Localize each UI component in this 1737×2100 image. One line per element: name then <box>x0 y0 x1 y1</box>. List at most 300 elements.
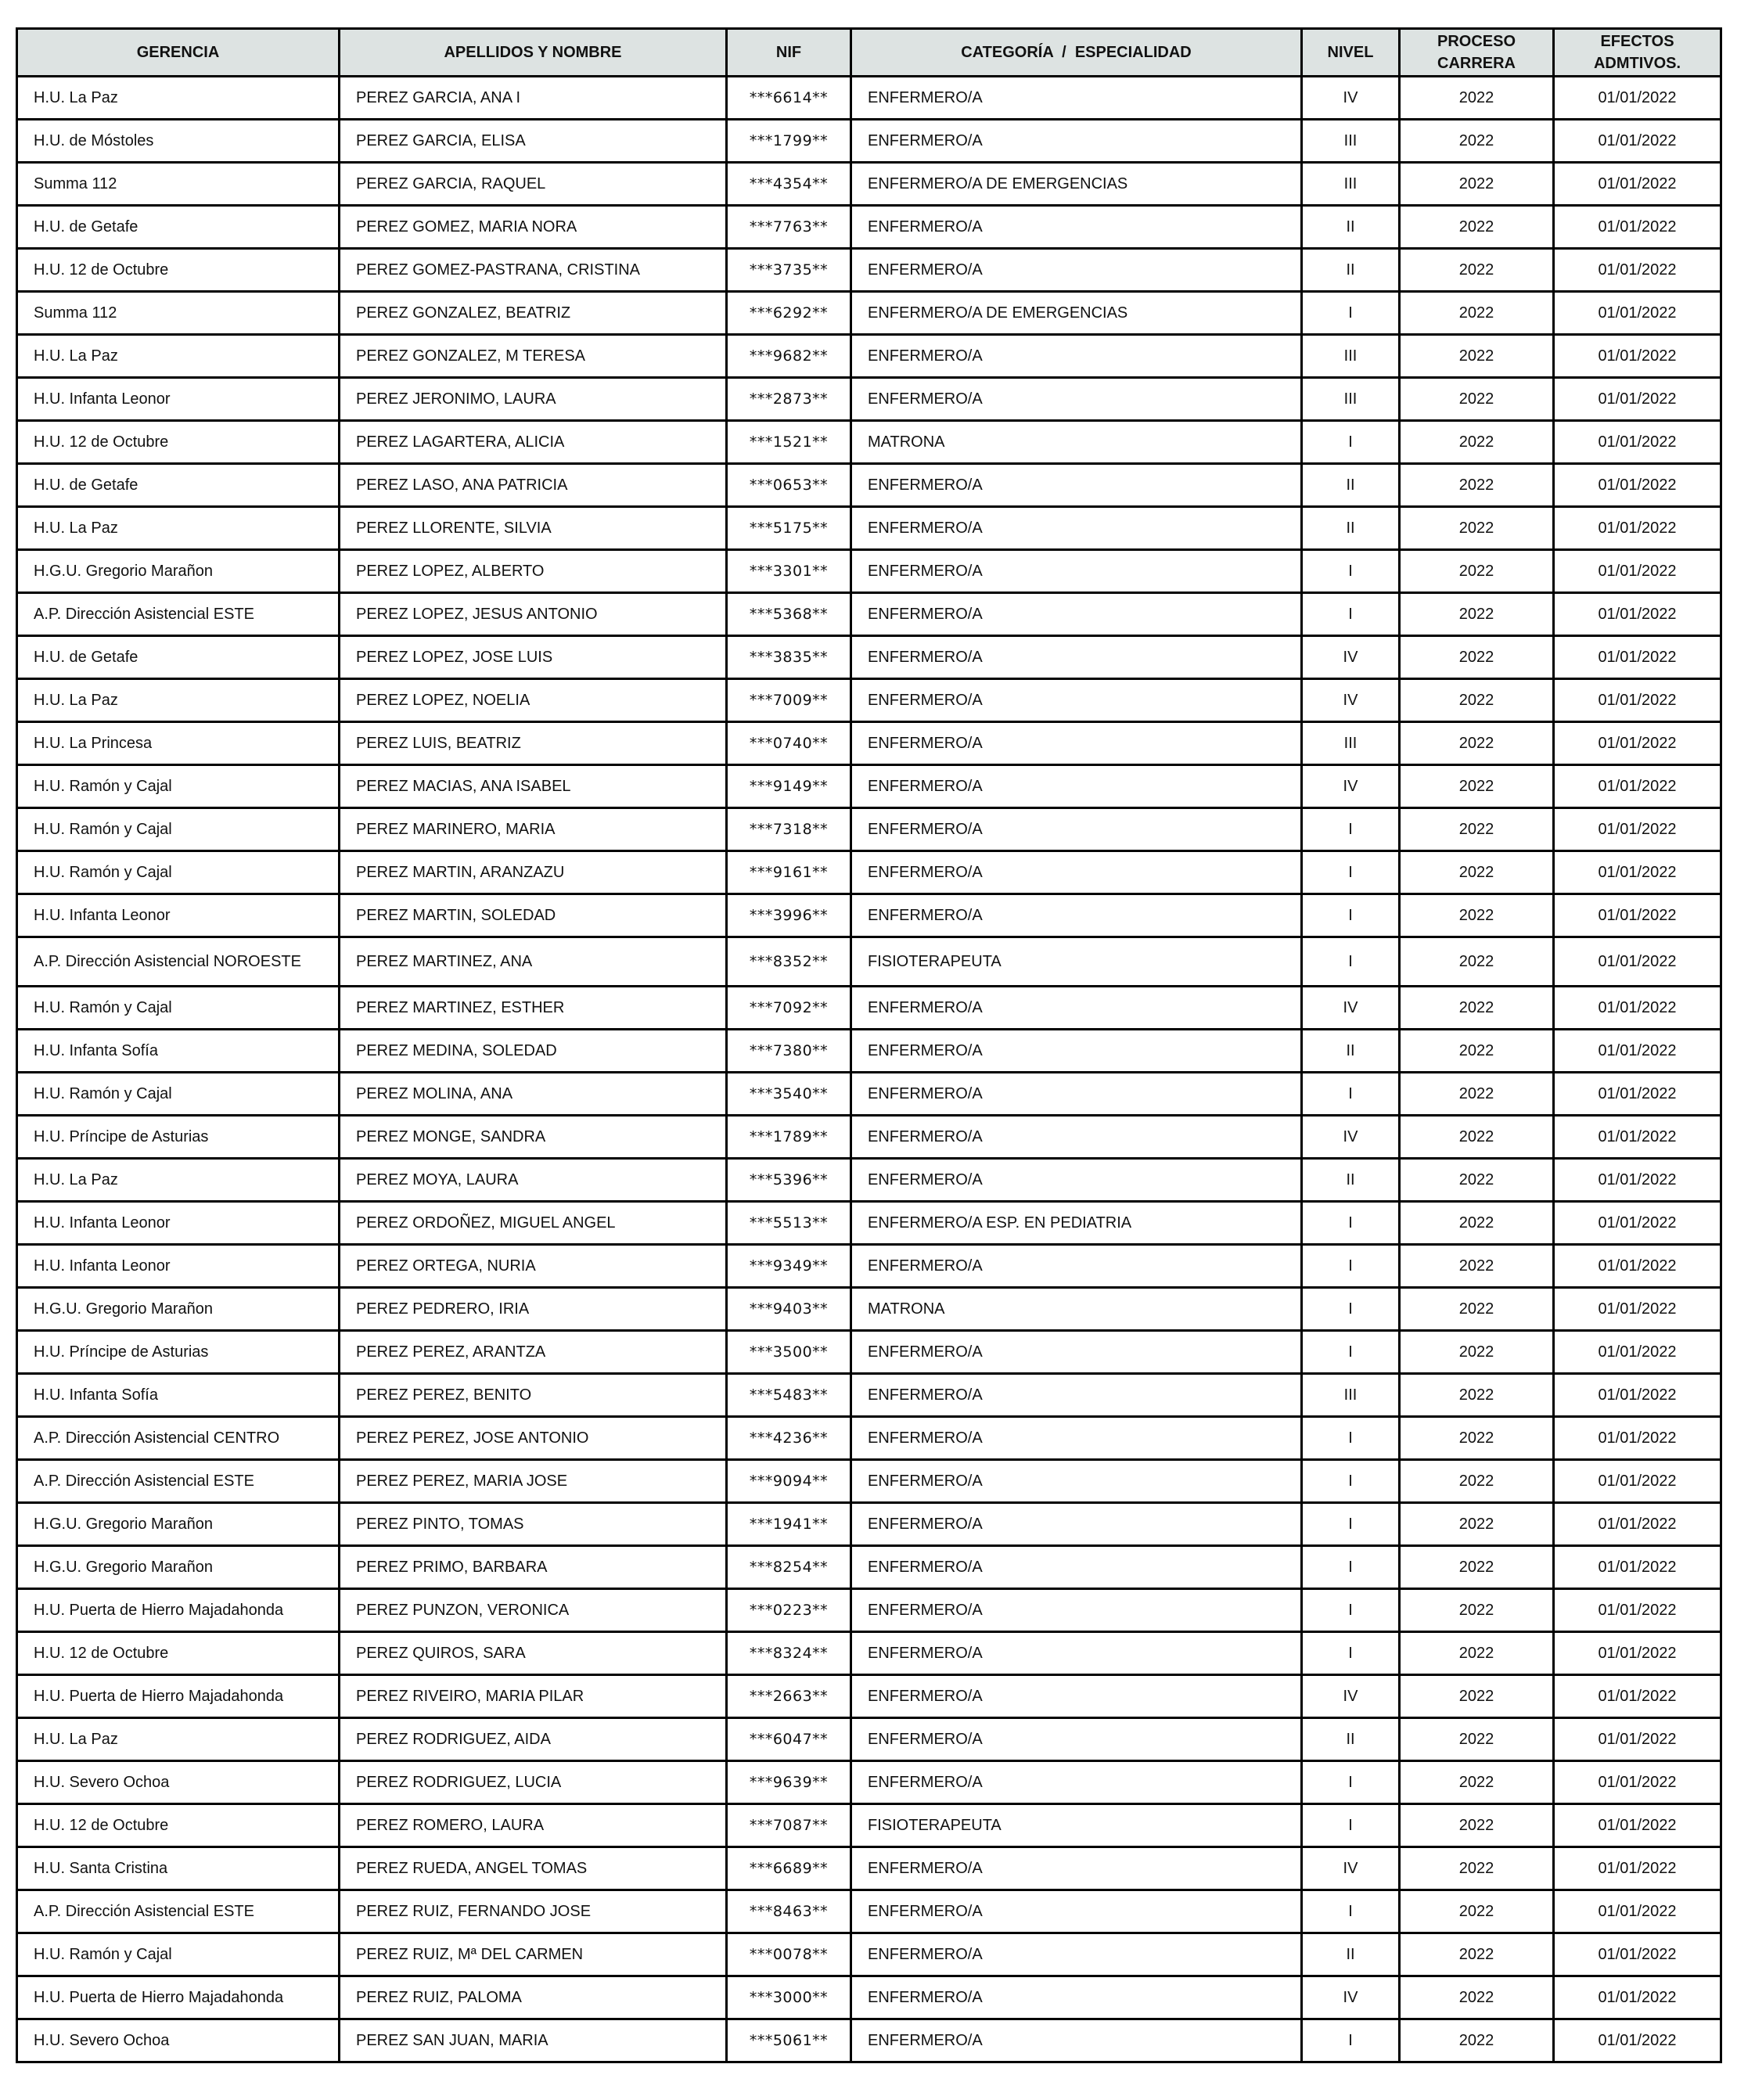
cell-nivel: II <box>1302 1030 1400 1073</box>
cell-gerencia: H.U. Severo Ochoa <box>17 1761 340 1804</box>
cell-nivel: I <box>1302 2019 1400 2062</box>
cell-nivel: I <box>1302 894 1400 937</box>
cell-nif: ***6047** <box>727 1718 851 1761</box>
cell-efectos: 01/01/2022 <box>1554 1933 1721 1976</box>
table-row <box>17 1331 1721 1374</box>
cell-nif: ***5483** <box>727 1374 851 1417</box>
cell-nivel: I <box>1302 1632 1400 1675</box>
cell-nif: ***9639** <box>727 1761 851 1804</box>
cell-nombre: PEREZ LOPEZ, JESUS ANTONIO <box>340 593 727 636</box>
cell-categoria: ENFERMERO/A <box>851 1847 1302 1890</box>
table-row <box>17 206 1721 249</box>
cell-efectos: 01/01/2022 <box>1554 722 1721 765</box>
cell-nivel: IV <box>1302 987 1400 1030</box>
cell-gerencia: H.U. de Getafe <box>17 206 340 249</box>
header-efectos-admtivos: EFECTOS ADMTIVOS. <box>1554 29 1721 77</box>
header-proceso-carrera: PROCESO CARRERA <box>1400 29 1554 77</box>
table-row <box>17 765 1721 808</box>
cell-efectos: 01/01/2022 <box>1554 937 1721 987</box>
cell-efectos: 01/01/2022 <box>1554 1675 1721 1718</box>
cell-gerencia: H.U. Infanta Leonor <box>17 378 340 421</box>
cell-proceso: 2022 <box>1400 1503 1554 1546</box>
cell-nif: ***3540** <box>727 1073 851 1116</box>
cell-proceso: 2022 <box>1400 1933 1554 1976</box>
cell-nivel: I <box>1302 1202 1400 1245</box>
cell-nif: ***3500** <box>727 1331 851 1374</box>
cell-gerencia: H.U. Puerta de Hierro Majadahonda <box>17 1589 340 1632</box>
cell-categoria: ENFERMERO/A <box>851 1116 1302 1159</box>
cell-nombre: PEREZ RODRIGUEZ, AIDA <box>340 1718 727 1761</box>
cell-categoria: ENFERMERO/A <box>851 1589 1302 1632</box>
cell-nif: ***5396** <box>727 1159 851 1202</box>
cell-efectos: 01/01/2022 <box>1554 1159 1721 1202</box>
cell-proceso: 2022 <box>1400 378 1554 421</box>
cell-categoria: ENFERMERO/A <box>851 1761 1302 1804</box>
table-row <box>17 1589 1721 1632</box>
cell-categoria: ENFERMERO/A DE EMERGENCIAS <box>851 163 1302 206</box>
table-row <box>17 1159 1721 1202</box>
header-categoria: CATEGORÍA / ESPECIALIDAD <box>851 29 1302 77</box>
cell-nif: ***6689** <box>727 1847 851 1890</box>
cell-nivel: I <box>1302 1245 1400 1288</box>
cell-categoria: ENFERMERO/A <box>851 1546 1302 1589</box>
cell-nif: ***3301** <box>727 550 851 593</box>
cell-nif: ***5513** <box>727 1202 851 1245</box>
cell-categoria: ENFERMERO/A <box>851 851 1302 894</box>
cell-nombre: PEREZ MARTINEZ, ANA <box>340 937 727 987</box>
cell-nombre: PEREZ RODRIGUEZ, LUCIA <box>340 1761 727 1804</box>
cell-nif: ***5175** <box>727 507 851 550</box>
table-row <box>17 292 1721 335</box>
cell-gerencia: H.U. La Paz <box>17 679 340 722</box>
cell-nif: ***7009** <box>727 679 851 722</box>
table-row <box>17 507 1721 550</box>
cell-nombre: PEREZ MOLINA, ANA <box>340 1073 727 1116</box>
cell-nif: ***0078** <box>727 1933 851 1976</box>
header-row <box>17 29 1721 77</box>
cell-nombre: PEREZ RUIZ, Mª DEL CARMEN <box>340 1933 727 1976</box>
cell-nif: ***4236** <box>727 1417 851 1460</box>
cell-proceso: 2022 <box>1400 1804 1554 1847</box>
cell-efectos: 01/01/2022 <box>1554 1804 1721 1847</box>
cell-efectos: 01/01/2022 <box>1554 292 1721 335</box>
cell-nombre: PEREZ MEDINA, SOLEDAD <box>340 1030 727 1073</box>
cell-categoria: ENFERMERO/A <box>851 1030 1302 1073</box>
cell-efectos: 01/01/2022 <box>1554 464 1721 507</box>
cell-gerencia: H.U. La Paz <box>17 1718 340 1761</box>
cell-proceso: 2022 <box>1400 1675 1554 1718</box>
table-row <box>17 249 1721 292</box>
cell-gerencia: H.U. Ramón y Cajal <box>17 1073 340 1116</box>
cell-nif: ***7087** <box>727 1804 851 1847</box>
cell-categoria: ENFERMERO/A <box>851 1718 1302 1761</box>
cell-efectos: 01/01/2022 <box>1554 1546 1721 1589</box>
cell-nombre: PEREZ PEREZ, JOSE ANTONIO <box>340 1417 727 1460</box>
table-row <box>17 550 1721 593</box>
cell-proceso: 2022 <box>1400 335 1554 378</box>
cell-nif: ***9149** <box>727 765 851 808</box>
cell-gerencia: H.U. de Getafe <box>17 464 340 507</box>
table-row <box>17 378 1721 421</box>
cell-nombre: PEREZ GONZALEZ, M TERESA <box>340 335 727 378</box>
cell-proceso: 2022 <box>1400 894 1554 937</box>
table-row <box>17 1976 1721 2019</box>
cell-nif: ***9682** <box>727 335 851 378</box>
cell-nif: ***8254** <box>727 1546 851 1589</box>
table-row <box>17 77 1721 120</box>
cell-nombre: PEREZ MONGE, SANDRA <box>340 1116 727 1159</box>
cell-gerencia: H.G.U. Gregorio Marañon <box>17 1546 340 1589</box>
cell-nivel: III <box>1302 378 1400 421</box>
cell-nivel: IV <box>1302 636 1400 679</box>
cell-nombre: PEREZ SAN JUAN, MARIA <box>340 2019 727 2062</box>
cell-gerencia: H.U. Infanta Sofía <box>17 1374 340 1417</box>
cell-nombre: PEREZ MOYA, LAURA <box>340 1159 727 1202</box>
cell-nif: ***3735** <box>727 249 851 292</box>
cell-nivel: I <box>1302 1890 1400 1933</box>
table-row <box>17 1417 1721 1460</box>
table-row <box>17 421 1721 464</box>
cell-categoria: ENFERMERO/A <box>851 206 1302 249</box>
cell-nif: ***2663** <box>727 1675 851 1718</box>
cell-gerencia: H.U. La Paz <box>17 335 340 378</box>
cell-categoria: FISIOTERAPEUTA <box>851 1804 1302 1847</box>
table-row <box>17 1202 1721 1245</box>
cell-proceso: 2022 <box>1400 593 1554 636</box>
table-row <box>17 1288 1721 1331</box>
table-row <box>17 1933 1721 1976</box>
cell-efectos: 01/01/2022 <box>1554 1417 1721 1460</box>
cell-categoria: ENFERMERO/A ESP. EN PEDIATRIA <box>851 1202 1302 1245</box>
carrera-profesional-table <box>16 27 1722 2063</box>
cell-gerencia: Summa 112 <box>17 163 340 206</box>
cell-categoria: ENFERMERO/A <box>851 1417 1302 1460</box>
cell-gerencia: H.U. Príncipe de Asturias <box>17 1116 340 1159</box>
cell-gerencia: H.U. Infanta Sofía <box>17 1030 340 1073</box>
cell-nombre: PEREZ PEREZ, BENITO <box>340 1374 727 1417</box>
cell-gerencia: A.P. Dirección Asistencial CENTRO <box>17 1417 340 1460</box>
cell-proceso: 2022 <box>1400 249 1554 292</box>
cell-efectos: 01/01/2022 <box>1554 1761 1721 1804</box>
cell-categoria: ENFERMERO/A <box>851 1933 1302 1976</box>
cell-efectos: 01/01/2022 <box>1554 851 1721 894</box>
cell-efectos: 01/01/2022 <box>1554 1374 1721 1417</box>
cell-nombre: PEREZ PEREZ, ARANTZA <box>340 1331 727 1374</box>
cell-gerencia: H.G.U. Gregorio Marañon <box>17 550 340 593</box>
cell-proceso: 2022 <box>1400 1073 1554 1116</box>
cell-proceso: 2022 <box>1400 722 1554 765</box>
cell-nif: ***0223** <box>727 1589 851 1632</box>
table-row <box>17 335 1721 378</box>
cell-nivel: I <box>1302 1589 1400 1632</box>
cell-categoria: ENFERMERO/A DE EMERGENCIAS <box>851 292 1302 335</box>
cell-nivel: I <box>1302 1546 1400 1589</box>
cell-efectos: 01/01/2022 <box>1554 120 1721 163</box>
cell-nif: ***9403** <box>727 1288 851 1331</box>
cell-efectos: 01/01/2022 <box>1554 1976 1721 2019</box>
cell-nif: ***9161** <box>727 851 851 894</box>
cell-categoria: ENFERMERO/A <box>851 894 1302 937</box>
cell-nombre: PEREZ RIVEIRO, MARIA PILAR <box>340 1675 727 1718</box>
cell-efectos: 01/01/2022 <box>1554 679 1721 722</box>
header-nif: NIF <box>727 29 851 77</box>
cell-efectos: 01/01/2022 <box>1554 507 1721 550</box>
cell-proceso: 2022 <box>1400 206 1554 249</box>
cell-nombre: PEREZ LOPEZ, NOELIA <box>340 679 727 722</box>
cell-efectos: 01/01/2022 <box>1554 987 1721 1030</box>
cell-nivel: I <box>1302 808 1400 851</box>
cell-proceso: 2022 <box>1400 1116 1554 1159</box>
cell-nif: ***9094** <box>727 1460 851 1503</box>
header-nivel: NIVEL <box>1302 29 1400 77</box>
cell-efectos: 01/01/2022 <box>1554 1073 1721 1116</box>
cell-nivel: I <box>1302 1460 1400 1503</box>
cell-nombre: PEREZ RUIZ, FERNANDO JOSE <box>340 1890 727 1933</box>
cell-categoria: ENFERMERO/A <box>851 1976 1302 2019</box>
table-row <box>17 636 1721 679</box>
cell-nif: ***7092** <box>727 987 851 1030</box>
cell-gerencia: H.U. 12 de Octubre <box>17 249 340 292</box>
cell-proceso: 2022 <box>1400 987 1554 1030</box>
cell-nombre: PEREZ LAGARTERA, ALICIA <box>340 421 727 464</box>
cell-gerencia: H.U. Severo Ochoa <box>17 2019 340 2062</box>
table-row <box>17 987 1721 1030</box>
cell-gerencia: H.U. La Paz <box>17 77 340 120</box>
cell-efectos: 01/01/2022 <box>1554 378 1721 421</box>
cell-gerencia: H.U. La Princesa <box>17 722 340 765</box>
cell-nombre: PEREZ GARCIA, ELISA <box>340 120 727 163</box>
cell-nif: ***6614** <box>727 77 851 120</box>
cell-categoria: ENFERMERO/A <box>851 593 1302 636</box>
cell-proceso: 2022 <box>1400 1460 1554 1503</box>
cell-efectos: 01/01/2022 <box>1554 1245 1721 1288</box>
cell-gerencia: Summa 112 <box>17 292 340 335</box>
table-row <box>17 1030 1721 1073</box>
table-row <box>17 1503 1721 1546</box>
cell-nombre: PEREZ MARTIN, ARANZAZU <box>340 851 727 894</box>
cell-nivel: I <box>1302 1417 1400 1460</box>
cell-nombre: PEREZ ORTEGA, NURIA <box>340 1245 727 1288</box>
cell-proceso: 2022 <box>1400 1718 1554 1761</box>
cell-nivel: I <box>1302 1288 1400 1331</box>
table-row <box>17 1890 1721 1933</box>
cell-nivel: II <box>1302 206 1400 249</box>
cell-proceso: 2022 <box>1400 2019 1554 2062</box>
cell-nif: ***1799** <box>727 120 851 163</box>
cell-nivel: I <box>1302 851 1400 894</box>
cell-categoria: ENFERMERO/A <box>851 120 1302 163</box>
cell-efectos: 01/01/2022 <box>1554 421 1721 464</box>
cell-nif: ***9349** <box>727 1245 851 1288</box>
cell-proceso: 2022 <box>1400 1245 1554 1288</box>
table-row <box>17 1632 1721 1675</box>
cell-nombre: PEREZ GONZALEZ, BEATRIZ <box>340 292 727 335</box>
cell-gerencia: H.U. Ramón y Cajal <box>17 808 340 851</box>
cell-nivel: I <box>1302 550 1400 593</box>
cell-categoria: ENFERMERO/A <box>851 1503 1302 1546</box>
cell-categoria: ENFERMERO/A <box>851 1890 1302 1933</box>
table-row <box>17 679 1721 722</box>
cell-nivel: III <box>1302 722 1400 765</box>
table-row <box>17 120 1721 163</box>
cell-proceso: 2022 <box>1400 1202 1554 1245</box>
cell-proceso: 2022 <box>1400 636 1554 679</box>
cell-categoria: ENFERMERO/A <box>851 1675 1302 1718</box>
cell-categoria: ENFERMERO/A <box>851 1374 1302 1417</box>
cell-gerencia: H.U. de Móstoles <box>17 120 340 163</box>
cell-nif: ***6292** <box>727 292 851 335</box>
cell-nombre: PEREZ LOPEZ, JOSE LUIS <box>340 636 727 679</box>
cell-gerencia: H.U. Ramón y Cajal <box>17 851 340 894</box>
cell-categoria: MATRONA <box>851 1288 1302 1331</box>
cell-gerencia: H.U. Infanta Leonor <box>17 1245 340 1288</box>
cell-gerencia: A.P. Dirección Asistencial ESTE <box>17 1890 340 1933</box>
cell-categoria: ENFERMERO/A <box>851 1632 1302 1675</box>
table-row <box>17 1116 1721 1159</box>
cell-gerencia: H.U. de Getafe <box>17 636 340 679</box>
cell-categoria: ENFERMERO/A <box>851 507 1302 550</box>
cell-nivel: II <box>1302 1159 1400 1202</box>
cell-nivel: II <box>1302 1718 1400 1761</box>
cell-gerencia: H.U. Infanta Leonor <box>17 1202 340 1245</box>
cell-nombre: PEREZ ORDOÑEZ, MIGUEL ANGEL <box>340 1202 727 1245</box>
cell-efectos: 01/01/2022 <box>1554 1890 1721 1933</box>
cell-nivel: II <box>1302 1933 1400 1976</box>
cell-categoria: ENFERMERO/A <box>851 77 1302 120</box>
cell-nombre: PEREZ LOPEZ, ALBERTO <box>340 550 727 593</box>
cell-proceso: 2022 <box>1400 679 1554 722</box>
cell-proceso: 2022 <box>1400 1159 1554 1202</box>
cell-nivel: I <box>1302 1073 1400 1116</box>
cell-nombre: PEREZ MACIAS, ANA ISABEL <box>340 765 727 808</box>
cell-categoria: ENFERMERO/A <box>851 378 1302 421</box>
cell-nombre: PEREZ GOMEZ, MARIA NORA <box>340 206 727 249</box>
cell-proceso: 2022 <box>1400 550 1554 593</box>
cell-nombre: PEREZ LUIS, BEATRIZ <box>340 722 727 765</box>
table-row <box>17 593 1721 636</box>
cell-nif: ***5368** <box>727 593 851 636</box>
cell-gerencia: A.P. Dirección Asistencial NOROESTE <box>17 937 340 987</box>
cell-nombre: PEREZ RUEDA, ANGEL TOMAS <box>340 1847 727 1890</box>
cell-efectos: 01/01/2022 <box>1554 1288 1721 1331</box>
header-apellidos-nombre: APELLIDOS Y NOMBRE <box>340 29 727 77</box>
cell-gerencia: H.U. Puerta de Hierro Majadahonda <box>17 1675 340 1718</box>
cell-categoria: ENFERMERO/A <box>851 2019 1302 2062</box>
cell-nombre: PEREZ PEREZ, MARIA JOSE <box>340 1460 727 1503</box>
table-row <box>17 1245 1721 1288</box>
cell-proceso: 2022 <box>1400 1546 1554 1589</box>
cell-proceso: 2022 <box>1400 120 1554 163</box>
table-row <box>17 1073 1721 1116</box>
cell-categoria: ENFERMERO/A <box>851 1331 1302 1374</box>
cell-efectos: 01/01/2022 <box>1554 1632 1721 1675</box>
cell-proceso: 2022 <box>1400 1030 1554 1073</box>
cell-nif: ***7318** <box>727 808 851 851</box>
cell-nivel: IV <box>1302 1116 1400 1159</box>
cell-nombre: PEREZ GARCIA, ANA I <box>340 77 727 120</box>
cell-efectos: 01/01/2022 <box>1554 1116 1721 1159</box>
cell-nombre: PEREZ MARINERO, MARIA <box>340 808 727 851</box>
cell-nombre: PEREZ GOMEZ-PASTRANA, CRISTINA <box>340 249 727 292</box>
cell-gerencia: H.G.U. Gregorio Marañon <box>17 1288 340 1331</box>
table-row <box>17 1374 1721 1417</box>
cell-efectos: 01/01/2022 <box>1554 1718 1721 1761</box>
cell-gerencia: H.U. 12 de Octubre <box>17 421 340 464</box>
cell-nivel: IV <box>1302 1976 1400 2019</box>
table-row <box>17 163 1721 206</box>
cell-nif: ***2873** <box>727 378 851 421</box>
cell-nivel: I <box>1302 1761 1400 1804</box>
cell-proceso: 2022 <box>1400 421 1554 464</box>
cell-nivel: I <box>1302 1804 1400 1847</box>
cell-nombre: PEREZ QUIROS, SARA <box>340 1632 727 1675</box>
cell-nivel: I <box>1302 292 1400 335</box>
cell-nif: ***0653** <box>727 464 851 507</box>
cell-proceso: 2022 <box>1400 1417 1554 1460</box>
cell-proceso: 2022 <box>1400 937 1554 987</box>
cell-nivel: IV <box>1302 765 1400 808</box>
cell-nombre: PEREZ PRIMO, BARBARA <box>340 1546 727 1589</box>
cell-proceso: 2022 <box>1400 464 1554 507</box>
cell-nivel: IV <box>1302 1847 1400 1890</box>
table-row <box>17 1546 1721 1589</box>
cell-proceso: 2022 <box>1400 1890 1554 1933</box>
cell-nivel: IV <box>1302 77 1400 120</box>
cell-nombre: PEREZ LLORENTE, SILVIA <box>340 507 727 550</box>
cell-efectos: 01/01/2022 <box>1554 550 1721 593</box>
cell-efectos: 01/01/2022 <box>1554 206 1721 249</box>
cell-efectos: 01/01/2022 <box>1554 1331 1721 1374</box>
cell-gerencia: H.U. La Paz <box>17 507 340 550</box>
cell-nif: ***7380** <box>727 1030 851 1073</box>
cell-nif: ***7763** <box>727 206 851 249</box>
cell-efectos: 01/01/2022 <box>1554 1847 1721 1890</box>
table-row <box>17 1675 1721 1718</box>
cell-nif: ***3000** <box>727 1976 851 2019</box>
cell-nombre: PEREZ ROMERO, LAURA <box>340 1804 727 1847</box>
cell-nombre: PEREZ JERONIMO, LAURA <box>340 378 727 421</box>
table-row <box>17 722 1721 765</box>
cell-categoria: ENFERMERO/A <box>851 1245 1302 1288</box>
cell-gerencia: H.U. Infanta Leonor <box>17 894 340 937</box>
cell-efectos: 01/01/2022 <box>1554 1503 1721 1546</box>
cell-efectos: 01/01/2022 <box>1554 163 1721 206</box>
cell-categoria: ENFERMERO/A <box>851 1460 1302 1503</box>
cell-nif: ***3835** <box>727 636 851 679</box>
cell-gerencia: H.U. Santa Cristina <box>17 1847 340 1890</box>
cell-gerencia: H.U. Príncipe de Asturias <box>17 1331 340 1374</box>
table-row <box>17 1847 1721 1890</box>
cell-categoria: ENFERMERO/A <box>851 765 1302 808</box>
table-row <box>17 464 1721 507</box>
cell-gerencia: H.U. Ramón y Cajal <box>17 987 340 1030</box>
cell-efectos: 01/01/2022 <box>1554 1030 1721 1073</box>
cell-nivel: IV <box>1302 679 1400 722</box>
cell-efectos: 01/01/2022 <box>1554 2019 1721 2062</box>
cell-efectos: 01/01/2022 <box>1554 1460 1721 1503</box>
cell-nombre: PEREZ PUNZON, VERONICA <box>340 1589 727 1632</box>
cell-nif: ***4354** <box>727 163 851 206</box>
cell-categoria: ENFERMERO/A <box>851 464 1302 507</box>
cell-categoria: ENFERMERO/A <box>851 249 1302 292</box>
cell-gerencia: A.P. Dirección Asistencial ESTE <box>17 1460 340 1503</box>
cell-proceso: 2022 <box>1400 851 1554 894</box>
cell-gerencia: H.U. 12 de Octubre <box>17 1804 340 1847</box>
cell-proceso: 2022 <box>1400 1847 1554 1890</box>
cell-categoria: FISIOTERAPEUTA <box>851 937 1302 987</box>
cell-nivel: III <box>1302 335 1400 378</box>
table-row <box>17 1460 1721 1503</box>
